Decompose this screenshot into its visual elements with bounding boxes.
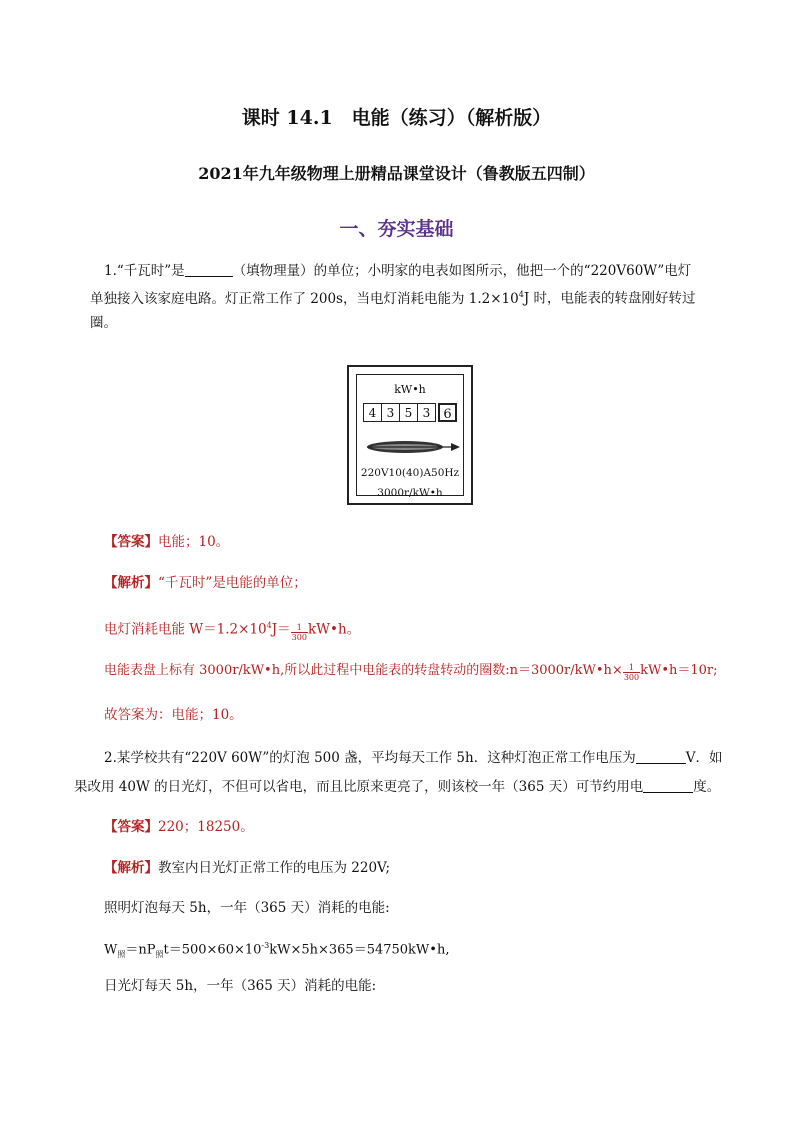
meter-digit: 5	[399, 403, 418, 422]
calc-text: kW×5h×365＝54750kW•h,	[269, 942, 450, 958]
meter-digits	[364, 403, 457, 422]
q1-line2-b: J 时，电能表的转盘刚好转过	[523, 290, 696, 307]
q2-blank-1	[636, 748, 686, 764]
q2-text: 度。	[693, 779, 721, 795]
meter-digit: 3	[417, 403, 436, 422]
q1-text-b: （填物理量）的单位；小明家的电表如图所示，他把一个的“220V60W”电灯	[232, 263, 692, 279]
calc-text: W	[104, 942, 118, 958]
section-heading: 一、夯实基础	[339, 218, 454, 240]
q2-text: 2.某学校共有“220V 60W”的灯泡 500 盏，平均每天工作 5h．这种灯泡正常工作电压为	[104, 750, 636, 766]
analysis-tag: 【解析】	[104, 860, 158, 876]
analysis-text: 教室内日光灯正常工作的电压为 220V;	[158, 860, 390, 876]
fraction-denominator: 300	[623, 673, 640, 682]
q1-line2-exp: 4	[518, 290, 524, 299]
q2-text: 果改用 40W 的日光灯，不但可以省电，而且比原来更亮了，则该校一年（365 天）可节约用电	[74, 779, 644, 795]
analysis-text: “千瓦时”是电能的单位；	[158, 575, 307, 591]
calc-text: kW•h＝10r;	[640, 663, 718, 678]
analysis-2-calc	[104, 934, 734, 967]
analysis-2-step-2: 日光灯每天 5h，一年（365 天）消耗的电能:	[104, 978, 377, 994]
calc-subscript: 照	[155, 949, 164, 959]
calc-exponent: -3	[261, 941, 270, 950]
calc-text: t＝500×60×10	[163, 942, 262, 958]
meter-unit: kW•h	[394, 383, 426, 396]
q1-text-a: 1.“千瓦时”是	[104, 263, 185, 279]
electric-meter-figure	[347, 365, 473, 505]
q1-line2: 单独接入该家庭电路。灯正常工作了 200s，当电灯消耗电能为 1.2×10	[90, 290, 519, 307]
answer-2	[104, 815, 734, 839]
analysis-2-step-1: 照明灯泡每天 5h，一年（365 天）消耗的电能:	[104, 900, 390, 916]
answer-text: 220；18250。	[158, 819, 254, 835]
calc-text: ＝nP	[125, 942, 156, 958]
meter-panel	[356, 374, 464, 499]
analysis-1-calc-1	[104, 614, 734, 642]
meter-digit: 3	[381, 403, 400, 422]
calc-text: J＝	[271, 621, 291, 638]
question-1	[90, 259, 734, 335]
meter-revolutions: 3000r/kW•h	[377, 487, 443, 499]
meter-digit: 4	[363, 403, 382, 422]
calc-text: 电能表盘上标有 3000r/kW•h,所以此过程中电能表的转盘转动的圈数:n＝3000r/kW•h×	[104, 663, 623, 678]
analysis-1-calc-2	[104, 659, 754, 683]
q2-text: V．如	[685, 750, 723, 766]
page-title: 课时 14.1 电能（练习）（解析版）	[241, 107, 552, 129]
answer-text: 电能；10。	[158, 534, 230, 550]
rotating-disc-icon	[365, 439, 461, 455]
answer-tag: 【答案】	[104, 534, 158, 550]
calc-subscript: 照	[117, 949, 126, 959]
fraction-numerator: 1	[623, 663, 640, 673]
meter-digit-decimal: 6	[438, 403, 457, 422]
q1-line3: 圈。	[90, 314, 117, 331]
calc-text: kW•h。	[307, 621, 361, 638]
q2-blank-2	[643, 777, 693, 793]
page-subtitle: 2021年九年级物理上册精品课堂设计（鲁教版五四制）	[198, 164, 595, 183]
analysis-tag: 【解析】	[104, 575, 158, 591]
question-2	[74, 744, 744, 802]
q1-blank-1	[185, 261, 233, 277]
calc-text: 电灯消耗电能 W＝1.2×10	[104, 621, 267, 638]
analysis-1	[104, 571, 734, 595]
meter-spec: 220V10(40)A50Hz	[360, 467, 460, 479]
fraction	[623, 663, 640, 682]
answer-1	[104, 530, 734, 554]
fraction-numerator: 1	[291, 623, 308, 633]
fraction-denominator: 300	[291, 632, 307, 642]
analysis-2	[104, 856, 734, 880]
fraction	[291, 623, 308, 642]
calc-exponent: 4	[266, 621, 272, 630]
conclusion-1: 故答案为：电能；10。	[104, 707, 243, 723]
answer-tag: 【答案】	[104, 819, 158, 835]
